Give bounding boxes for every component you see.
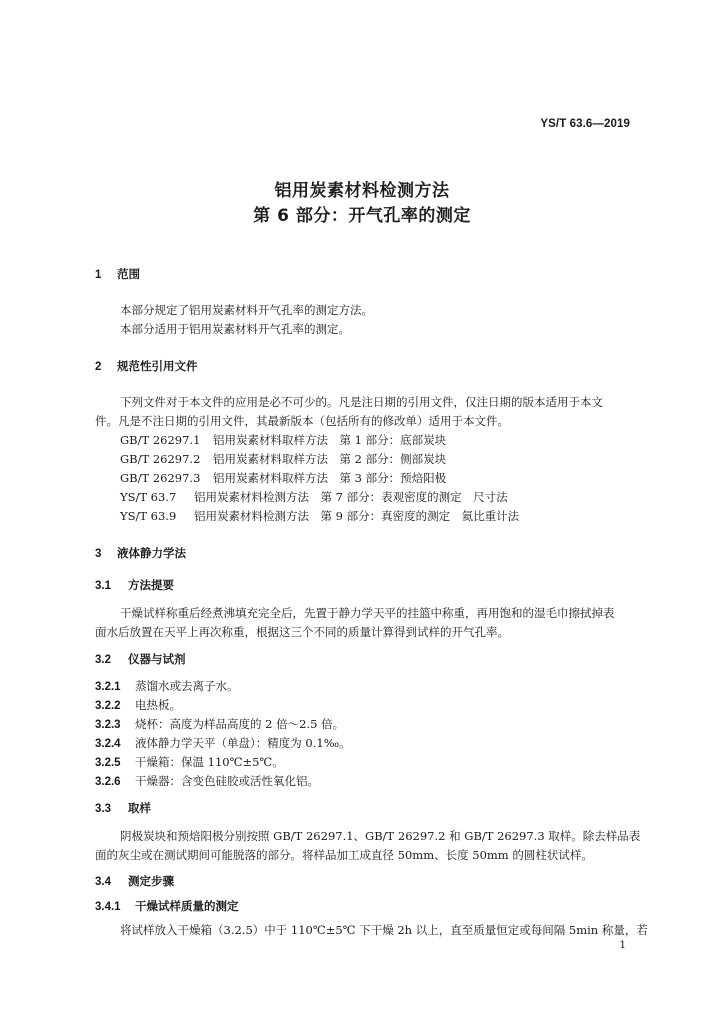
item-text: 电热板。: [135, 698, 181, 712]
section-1-heading: [95, 266, 140, 282]
section-3-1-line-1: 干燥试样称重后经煮沸填充完全后，先置于静力学天平的挂篮中称重，再用饱和的湿毛巾擦拭掉表: [120, 606, 615, 620]
section-3-1-heading: [95, 577, 174, 593]
reference-code: GB/T 26297.2: [120, 452, 201, 466]
section-3-4-heading: [95, 873, 174, 889]
section-2-heading: [95, 358, 198, 374]
section-1-paragraph-2: 本部分适用于铝用炭素材料开气孔率的测定。: [120, 322, 350, 336]
section-3-4-1-heading: [95, 898, 239, 914]
item-text: 液体静力学天平（单盘）：精度为 0.1‰。: [135, 736, 351, 750]
reference-text: 铝用炭素材料取样方法 第 3 部分：预焙阳极: [213, 471, 447, 485]
item-number: 3.2.4: [95, 738, 121, 750]
section-3-heading: [95, 545, 186, 561]
item-text: 干燥器：含变色硅胶或活性氧化铝。: [135, 774, 319, 788]
section-3-4-1-line-1: 将试样放入干燥箱（3.2.5）中于 110℃±5℃ 下干燥 2h 以上，直至质量恒定或每间隔 5min 称量，若: [120, 923, 648, 937]
section-number: 3.1: [95, 580, 111, 592]
section-number: 3: [95, 548, 102, 560]
section-number: 2: [95, 361, 102, 373]
document-subtitle: 第 6 部分：开气孔率的测定: [253, 206, 471, 226]
standard-code: YS/T 63.6—2019: [540, 118, 630, 130]
reference-code: GB/T 26297.1: [120, 433, 201, 447]
item-number: 3.2.3: [95, 719, 121, 731]
equipment-item: [95, 716, 344, 732]
reference-code: YS/T 63.7: [120, 490, 177, 504]
reference-text: 铝用炭素材料检测方法 第 7 部分：表观密度的测定 尺寸法: [194, 490, 508, 504]
item-number: 3.2.2: [95, 700, 121, 712]
item-number: 3.2.6: [95, 776, 121, 788]
item-text: 干燥箱：保温 110℃±5℃。: [135, 755, 284, 769]
section-title: 液体静力学法: [117, 546, 186, 560]
equipment-item: [95, 773, 319, 789]
section-3-1-line-2: 面水后放置在天平上再次称重，根据这三个不同的质量计算得到试样的开气孔率。: [95, 625, 509, 639]
page-number: 1: [619, 939, 626, 951]
reference-item: [120, 508, 519, 524]
section-title: 测定步骤: [128, 874, 174, 888]
section-title: 仪器与试剂: [128, 652, 186, 666]
item-text: 烧杯：高度为样品高度的 2 倍～2.5 倍。: [135, 717, 345, 731]
reference-text: 铝用炭素材料取样方法 第 1 部分：底部炭块: [213, 433, 447, 447]
section-3-2-heading: [95, 651, 186, 667]
item-number: 3.2.1: [95, 681, 121, 693]
reference-code: GB/T 26297.3: [120, 471, 201, 485]
section-3-3-heading: [95, 800, 151, 816]
reference-text: 铝用炭素材料取样方法 第 2 部分：侧部炭块: [213, 452, 447, 466]
equipment-item: [95, 697, 181, 713]
section-1-paragraph-1: 本部分规定了铝用炭素材料开气孔率的测定方法。: [120, 303, 373, 317]
section-title: 取样: [128, 801, 151, 815]
section-number: 3.3: [95, 803, 111, 815]
section-title: 范围: [117, 267, 140, 281]
section-3-3-line-1: 阴极炭块和预焙阳极分别按照 GB/T 26297.1、GB/T 26297.2 和 GB/T 26297.3 取样。除去样品表: [120, 829, 641, 843]
section-title: 方法提要: [128, 578, 174, 592]
equipment-item: [95, 678, 239, 694]
item-number: 3.2.5: [95, 757, 121, 769]
section-2-paragraph-line-2: 件。凡是不注日期的引用文件，其最新版本（包括所有的修改单）适用于本文件。: [95, 414, 509, 428]
section-number: 1: [95, 269, 102, 281]
equipment-item: [95, 735, 351, 751]
section-2-paragraph-line-1: 下列文件对于本文件的应用是必不可少的。凡是注日期的引用文件，仅注日期的版本适用于本文: [120, 395, 603, 409]
reference-item: [120, 489, 508, 505]
reference-text: 铝用炭素材料检测方法 第 9 部分：真密度的测定 氦比重计法: [194, 509, 520, 523]
section-title: 干燥试样质量的测定: [135, 899, 239, 913]
section-number: 3.2: [95, 654, 111, 666]
section-3-3-line-2: 面的灰尘或在测试期间可能脱落的部分。将样品加工成直径 50mm、长度 50mm 的圆柱状试样。: [95, 848, 593, 862]
reference-item: [120, 470, 446, 486]
reference-item: [120, 451, 446, 467]
reference-code: YS/T 63.9: [120, 509, 177, 523]
equipment-item: [95, 754, 284, 770]
section-title: 规范性引用文件: [117, 359, 198, 373]
document-title: 铝用炭素材料检测方法: [274, 181, 450, 201]
section-number: 3.4: [95, 876, 111, 888]
item-text: 蒸馏水或去离子水。: [135, 679, 239, 693]
reference-item: [120, 432, 446, 448]
section-number: 3.4.1: [95, 901, 121, 913]
